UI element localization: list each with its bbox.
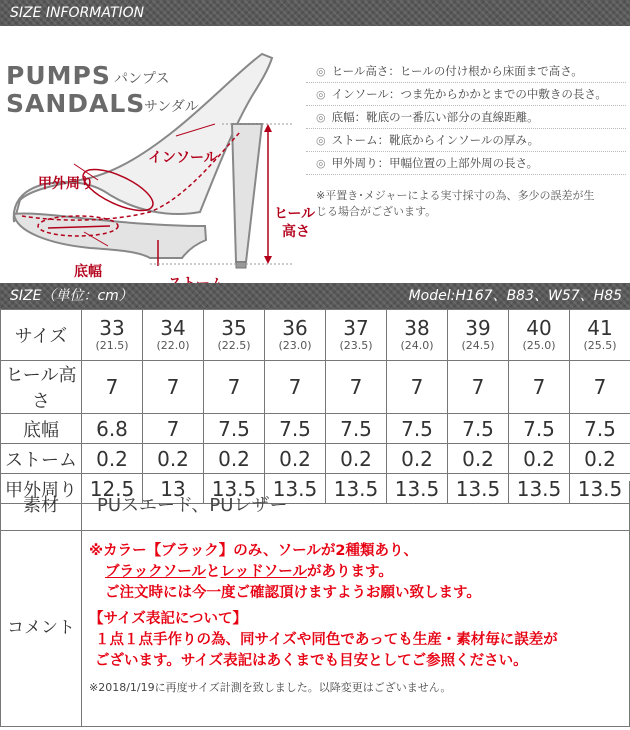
table-cell: 7 [143,414,204,444]
size-cell: 34 (22.0) [143,310,204,361]
comment-line: ございます。サイズ表記はあくまでも目安としてご参照ください。 [95,653,528,669]
size-cell: 36 (23.0) [265,310,326,361]
comment-label: コメント [1,531,82,726]
sandals-title: SANDALS [6,89,146,118]
table-cell: 7.5 [448,414,509,444]
legend-item: ◎ ストーム：靴底からインソールの厚み。 [306,129,626,152]
table-cell: 0.2 [204,444,265,474]
table-cell: 0.2 [82,444,143,474]
shoe-heel-shape [232,124,262,262]
legend-item: ◎ インソール：つま先からかかとまでの中敷きの長さ。 [306,83,626,106]
size-table [0,309,630,504]
table-row [1,444,630,474]
table-row [1,414,630,444]
legend-item: ◎ ヒール高さ：ヒールの付け根から床面まで高さ。 [306,60,626,83]
table-cell: 7.5 [326,414,387,444]
size-cell: 35 (22.5) [204,310,265,361]
table-cell: 13.5 [570,474,630,504]
shoe-sole-shape [14,213,206,258]
size-cell: 41 (25.5) [570,310,630,361]
comment-line: 【サイズ表記について】 [89,611,248,627]
table-cell: 0.2 [326,444,387,474]
measurement-note: ※平置き･メジャーによる実寸採寸の為、多少の誤差が生 じる場合がございます。 [316,189,595,218]
table-cell: 0.2 [448,444,509,474]
table-cell: 7.5 [387,414,448,444]
table-cell: 13 [143,474,204,504]
label-instep: 甲外周り [38,176,94,192]
comment-note: ※2018/1/19に再度サイズ計測を致しました。以降変更はございません。 [89,681,452,694]
table-cell: 13.5 [448,474,509,504]
row-header: サイズ [1,310,82,361]
label-heel-height-1: ヒール [274,206,316,222]
header-title: SIZE INFORMATION [10,5,145,21]
size-cell: 39 (24.5) [448,310,509,361]
size-cell: 38 (24.0) [387,310,448,361]
table-cell: 7 [204,361,265,414]
table-cell: 7 [387,361,448,414]
label-sole-width: 底幅 [74,264,102,280]
legend-item: ◎ 底幅：靴底の一番広い部分の直線距離。 [306,106,626,129]
shoe-diagram [0,26,630,283]
table-cell: 0.2 [570,444,630,474]
size-cell: 33 (21.5) [82,310,143,361]
comment-line: ブラックソールとレッドソールがあります。 [105,564,393,580]
legend-item: ◎ 甲外周り：甲幅位置の上部外周の長さ。 [306,152,626,175]
comment-row [0,531,630,727]
size-information-header [0,0,630,26]
table-cell: 0.2 [509,444,570,474]
row-header: 甲外周り [1,474,82,504]
label-insole: インソール [148,150,218,166]
table-cell: 7.5 [509,414,570,444]
table-cell: 7 [82,361,143,414]
material-row [0,481,630,531]
row-header: 底幅 [1,414,82,444]
table-row [1,310,630,361]
table-cell: 6.8 [82,414,143,444]
table-cell: 13.5 [387,474,448,504]
measurement-legend [306,60,626,175]
model-info: Model:H167、B83、W57、H85 [408,288,622,304]
table-cell: 13.5 [509,474,570,504]
row-header: ヒール高さ [1,361,82,414]
material-label: 素材 [1,481,82,530]
table-cell: 7 [143,361,204,414]
comment-body [89,541,629,696]
comment-line: ※カラー【ブラック】のみ、ソールが2種類あり、 [89,543,418,559]
heel-tip-shape [236,262,246,268]
table-cell: 7 [265,361,326,414]
table-cell: 7 [448,361,509,414]
table-cell: 7.5 [204,414,265,444]
table-cell: 12.5 [82,474,143,504]
table-cell: 7 [509,361,570,414]
table-cell: 13.5 [326,474,387,504]
table-cell: 0.2 [265,444,326,474]
size-unit-label: SIZE（単位：cm） [10,288,133,304]
table-cell: 7 [326,361,387,414]
size-cell: 40 (25.0) [509,310,570,361]
table-cell: 0.2 [143,444,204,474]
size-header-band [0,283,630,309]
comment-line: ご注文時には今一度ご確認頂けますようお願い致します。 [105,585,481,601]
table-cell: 0.2 [387,444,448,474]
row-header: ストーム [1,444,82,474]
table-cell: 7.5 [265,414,326,444]
table-cell: 7 [570,361,630,414]
table-row [1,361,630,414]
table-cell: 13.5 [265,474,326,504]
material-value: PUスエード、PUレザー [97,495,288,516]
table-cell: 7.5 [570,414,630,444]
comment-line: １点１点手作りの為、同サイズや同色であっても生産・素材毎に誤差が [95,632,558,648]
pumps-title: PUMPS [6,61,111,90]
size-cell: 37 (23.5) [326,310,387,361]
label-heel-height-2: 高さ [282,224,310,240]
pumps-title-jp: パンプス [114,71,170,87]
table-cell: 13.5 [204,474,265,504]
sandals-title-jp: サンダル [144,99,199,115]
